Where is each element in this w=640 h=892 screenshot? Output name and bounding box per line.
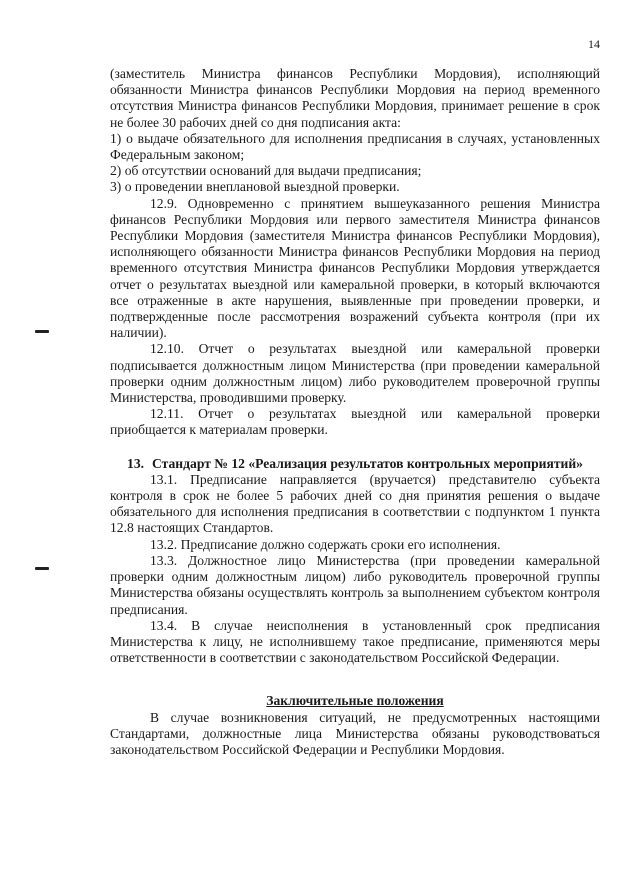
final-provisions-heading: Заключительные положения xyxy=(266,693,444,709)
section-13-heading xyxy=(110,456,600,472)
list-item-2: 2) об отсутствии оснований для выдачи предписания; xyxy=(110,163,422,179)
paragraph-13-2: 13.2. Предписание должно содержать сроки его исполнения. xyxy=(150,536,501,552)
paragraph-13-3: 13.3. Должностное лицо Министерства (при проведении камеральной проверки одним должностным лицом) либо руководитель проверочной группы Министерства обязаны осуществлять контроль за выполнением субъектом контроля предписания. xyxy=(110,552,600,617)
paragraph-12-10: 12.10. Отчет о результатах выездной или камеральной проверки подписывается должностным лицом Министерства (при проведении камеральной проверки одним должностным лицом) либо руководителем проверочной группы Министерства, проводившими проверку. xyxy=(110,341,600,406)
section-13-title: Стандарт № 12 «Реализация результатов контрольных мероприятий» xyxy=(152,455,583,471)
margin-scan-mark xyxy=(35,567,49,570)
paragraph-13-4: 13.4. В случае неисполнения в установленный срок предписания Министерства к лицу, не исполнившему такое предписание, применяются меры ответственности в соответствии с законодательством Российской Федерации. xyxy=(110,617,600,666)
paragraph-13-1: 13.1. Предписание направляется (вручается) представителю субъекта контроля в срок не более 5 рабочих дней со дня принятия решения о выдаче обязательного для исполнения предписания в соответствии с подпунктом 1 пункта 12.8 настоящих Стандартов. xyxy=(110,471,600,536)
paragraph-continuation: (заместитель Министра финансов Республики Мордовия), исполняющий обязанности Министра финансов Республики Мордовия на период временного отсутствия Министра финансов Республики Мордовия, принимает решение в срок не более 30 рабочих дней со дня подписания акта: xyxy=(110,66,600,130)
paragraph-12-9: 12.9. Одновременно с принятием вышеуказанного решения Министра финансов Республики Мордовия или первого заместителя Министра финансов Республики Мордовия (заместителя Министра финансов Республики Мордовия), исполняющего обязанности Министра финансов Республики Мордовия на период временного отсутствия Министра финансов Республики Мордовия утверждается отчет о результатах выездной или камеральной проверки, в который включаются все отраженные в акте нарушения, выявленные при проведении проверки, и подтвержденные после рассмотрения возражений субъекта контроля (при их наличии). xyxy=(110,195,600,341)
final-provisions-paragraph: В случае возникновения ситуаций, не предусмотренных настоящими Стандартами, должностные лица Министерства обязаны руководствоваться законодательством Российской Федерации и Республики Мордовия. xyxy=(110,709,600,757)
page-number: 14 xyxy=(588,37,600,51)
section-13-number: 13. xyxy=(127,455,145,471)
list-item-3: 3) о проведении внеплановой выездной проверки. xyxy=(110,179,400,195)
list-item-1: 1) о выдаче обязательного для исполнения предписания в случаях, установленных Федеральным законом; xyxy=(110,130,600,163)
margin-scan-mark xyxy=(35,330,49,333)
paragraph-12-11: 12.11. Отчет о результатах выездной или камеральной проверки приобщается к материалам проверки. xyxy=(110,406,600,438)
document-body xyxy=(110,66,600,758)
